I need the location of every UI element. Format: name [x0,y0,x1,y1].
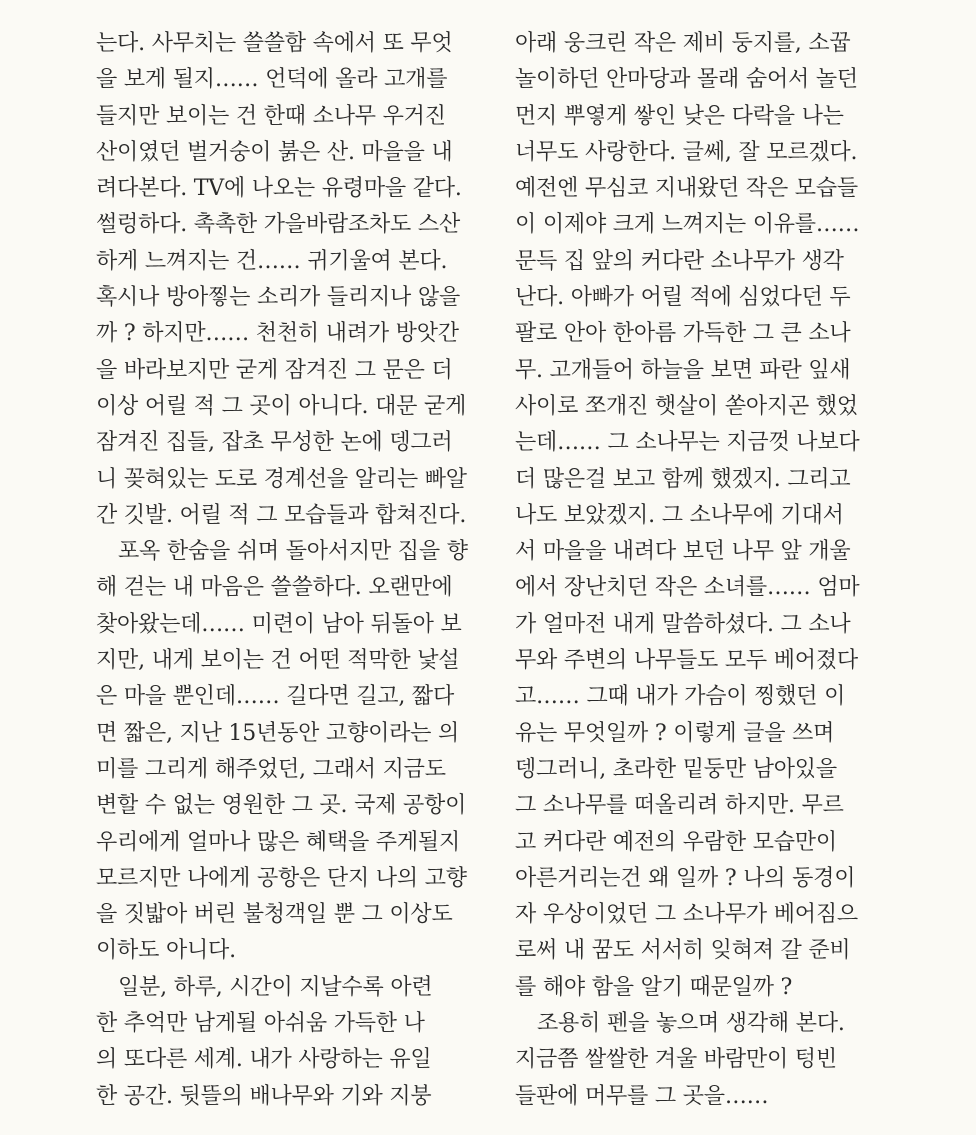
text-line: 이상 어릴 적 그 곳이 아니다. 대문 굳게 [96,393,467,419]
text-line: 는데…… 그 소나무는 지금껏 나보다 [515,430,860,456]
text-line: 까 ? 하지만…… 천천히 내려가 방앗간 [96,321,459,347]
text-line: 난다. 아빠가 어릴 적에 심었다던 두 [515,285,851,311]
text-line: 유는 무엇일까 ? 이렇게 글을 쓰며 [515,720,835,746]
text-line: 한 추억만 남게될 아쉬움 가득한 나 [96,1011,425,1037]
right-column [515,26,895,1115]
text-line: 그 소나무를 떠올리려 하지만. 무르 [515,793,844,819]
text-line: 미를 그리게 해주었던, 그래서 지금도 [96,756,446,782]
text-line: 지만, 내게 보이는 건 어떤 적막한 낯설 [96,648,460,674]
text-line: 썰렁하다. 촉촉한 가을바람조차도 스산 [96,212,461,238]
text-line: 변할 수 없는 영원한 그 곳. 국제 공항이 [96,793,467,819]
text-line: 우리에게 얼마나 많은 혜택을 주게될지 [96,829,461,855]
text-line: 는다. 사무치는 쓸쓸함 속에서 또 무엇 [96,31,453,56]
text-line: 서 마을을 내려다 보던 나무 앞 개울 [515,539,851,565]
text-line: 혹시나 방아찧는 소리가 들리지나 않을 [96,285,461,311]
text-line: 자 우상이었던 그 소나무가 베어짐으 [515,902,858,928]
left-column [96,26,476,1115]
text-line: 잠겨진 집들, 잡초 무성한 논에 뎅그러 [96,430,453,456]
text-line: 을 보게 될지…… 언덕에 올라 고개를 [96,67,448,93]
text-line: 무와 주변의 나무들도 모두 베어졌다 [515,648,858,674]
text-line: 산이였던 벌거숭이 붉은 산. 마을을 내 [96,139,453,165]
text-line: 가 얼마전 내게 말씀하셨다. 그 소나 [515,611,851,637]
text-line: 조용히 펜을 놓으며 생각해 본다. [537,1011,845,1037]
text-line: 을 짓밟아 버린 불청객일 뿐 그 이상도 [96,902,453,928]
text-line: 일분, 하루, 시간이 지날수록 아련 [118,974,433,1000]
text-line: 을 바라보지만 굳게 잠겨진 그 문은 더 [96,357,453,383]
text-line: 해 걷는 내 마음은 쓸쓸하다. 오랜만에 [96,575,453,601]
text-line: 이하도 아니다. [96,938,236,964]
text-line: 들판에 머무를 그 곳을…… [515,1083,769,1109]
text-line: 고 커다란 예전의 우람한 모습만이 [515,829,837,855]
text-line: 려다본다. TV에 나오는 유령마을 같다. [96,176,462,202]
text-line: 은 마을 뿐인데…… 길다면 길고, 짧다 [96,684,455,710]
text-line: 먼지 뿌옇게 쌓인 낮은 다락을 나는 [515,103,844,129]
text-line: 무. 고개들어 하늘을 보면 파란 잎새 [515,357,851,383]
text-line: 더 많은걸 보고 함께 했겠지. 그리고 [515,466,851,492]
text-line: 면 짧은, 지난 15년동안 고향이라는 의 [96,720,460,746]
text-line: 팔로 안아 한아름 가득한 그 큰 소나 [515,321,851,347]
text-line: 고…… 그때 내가 가슴이 찡했던 이 [515,684,846,710]
text-line: 문득 집 앞의 커다란 소나무가 생각 [515,248,844,274]
text-line: 의 또다른 세계. 내가 사랑하는 유일 [96,1047,432,1073]
text-line: 찾아왔는데…… 미련이 남아 뒤돌아 보 [96,611,462,637]
text-line: 를 해야 함을 알기 때문일까 ? [515,974,793,1000]
text-line: 뎅그러니, 초라한 밑둥만 남아있을 [515,756,837,782]
text-line: 한 공간. 뒷뜰의 배나무와 기와 지붕 [96,1083,432,1109]
text-line: 놀이하던 안마당과 몰래 숨어서 놀던 [515,67,858,93]
text-line: 아래 웅크린 작은 제비 둥지를, 소꿉 [515,31,851,56]
text-line: 예전엔 무심코 지내왔던 작은 모습들 [515,176,858,202]
text-line: 에서 장난치던 작은 소녀를…… 엄마 [515,575,860,601]
text-line: 너무도 사랑한다. 글쎄, 잘 모르겠다. [515,139,858,165]
text-line: 하게 느껴지는 건…… 귀기울여 본다. [96,248,448,274]
text-line: 니 꽂혀있는 도로 경계선을 알리는 빠알 [96,466,467,492]
text-line: 이 이제야 크게 느껴지는 이유를…… [515,212,860,238]
text-line: 나도 보았겠지. 그 소나무에 기대서 [515,502,844,528]
text-line: 모르지만 나에게 공항은 단지 나의 고향 [96,865,467,891]
text-line: 로써 내 꿈도 서서히 잊혀져 갈 준비 [515,938,851,964]
text-line: 사이로 쪼개진 햇살이 쏟아지곤 했었 [515,393,858,419]
text-line: 지금쯤 쌀쌀한 겨울 바람만이 텅빈 [515,1047,837,1073]
text-line: 포옥 한숨을 쉬며 돌아서지만 집을 향 [118,539,468,565]
text-line: 간 깃발. 어릴 적 그 모습들과 합쳐진다. [96,502,467,528]
text-line: 들지만 보이는 건 한때 소나무 우거진 [96,103,446,129]
text-line: 아른거리는건 왜 일까 ? 나의 동경이 [515,865,856,891]
